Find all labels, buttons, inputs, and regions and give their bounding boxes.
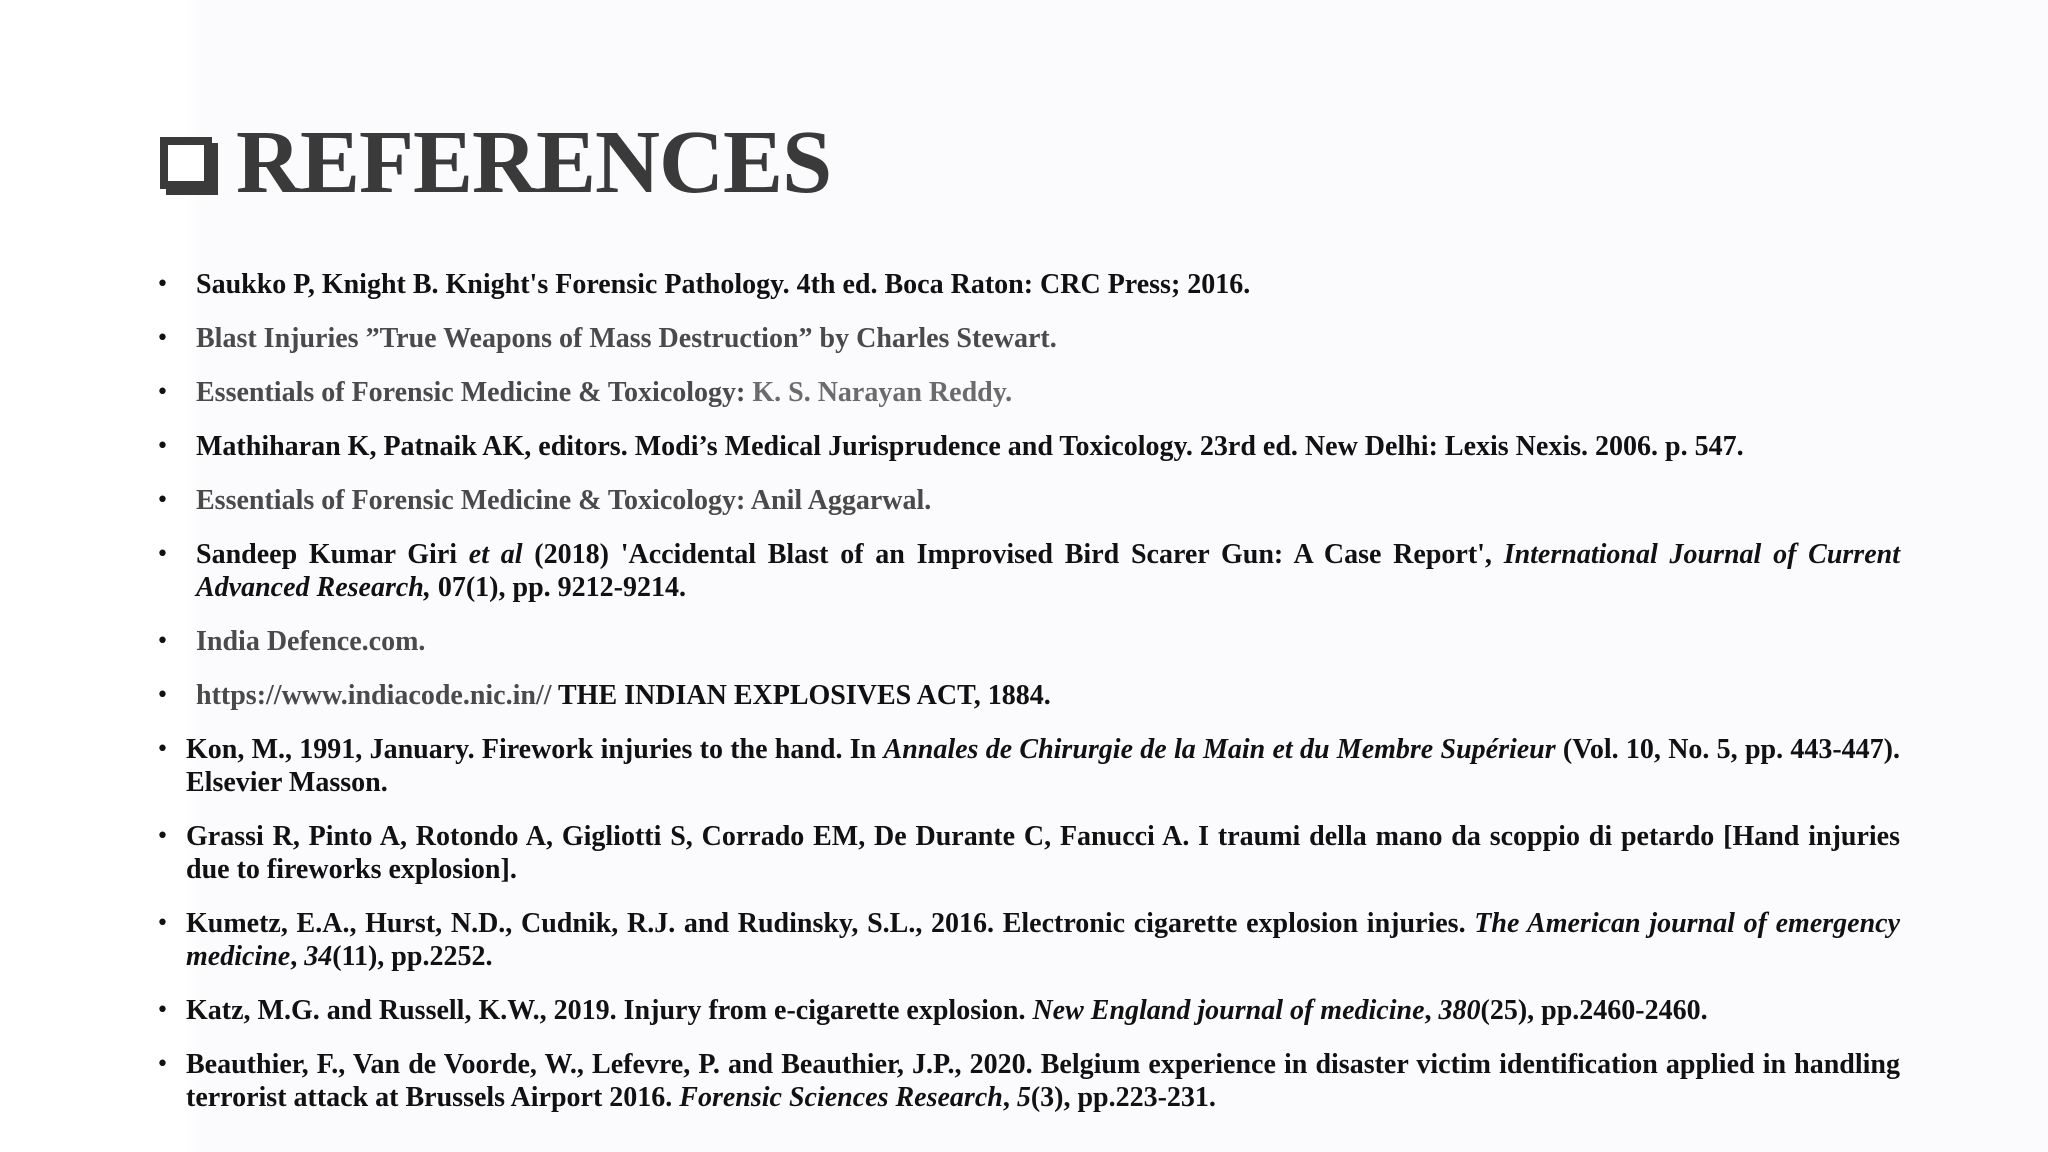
reference-volume: 5	[1016, 1082, 1031, 1113]
reference-item	[150, 430, 1900, 463]
reference-text: ,	[1424, 995, 1439, 1026]
reference-url: https://www.indiacode.nic.in//	[196, 680, 552, 711]
reference-journal: The American journal of emergency medicine	[186, 908, 1901, 972]
reference-item	[150, 820, 1900, 886]
bullet-icon: •	[156, 683, 169, 708]
bullet-icon: •	[156, 824, 169, 849]
bullet-icon: •	[156, 488, 169, 513]
reference-item	[150, 484, 1900, 517]
reference-text: Sandeep Kumar Giri	[196, 539, 469, 570]
reference-author: K. S. Narayan Reddy.	[752, 377, 1013, 408]
reference-item	[150, 376, 1900, 409]
bullet-icon: •	[156, 542, 169, 567]
bullet-icon: •	[156, 272, 169, 297]
reference-item	[150, 268, 1900, 301]
reference-text: Kon, M., 1991, January. Firework injuries to the hand. In	[186, 734, 884, 765]
bullet-icon: •	[156, 737, 169, 762]
reference-text: Beauthier, F., Van de Voorde, W., Lefevre, P. and Beauthier, J.P., 2020. Belgium experience in disaster victim identification applied in handling terrorist attack at Brussels Airport 2016.	[186, 1049, 1900, 1113]
reference-italic: et al	[468, 539, 523, 570]
bullet-icon: •	[156, 434, 169, 459]
reference-text: ,	[290, 941, 305, 972]
reference-volume: 34	[304, 941, 333, 972]
bullet-icon: •	[156, 629, 169, 654]
reference-text: (Vol. 10, No. 5, pp. 443-447). Elsevier Masson.	[186, 734, 1901, 798]
reference-text: Grassi R, Pinto A, Rotondo A, Gigliotti S, Corrado EM, De Durante C, Fanucci A. I traumi della mano da scoppio di petardo [Hand injuries due to fireworks explosion].	[186, 821, 1900, 885]
reference-list	[150, 268, 1900, 1135]
reference-text: (11), pp.2252.	[332, 941, 493, 972]
reference-text: (2018) 'Accidental Blast of an Improvised Bird Scarer Gun: A Case Report',	[522, 539, 1504, 570]
reference-journal: New England journal of medicine	[1032, 995, 1425, 1026]
reference-text: Mathiharan K, Patnaik AK, editors. Modi’s Medical Jurisprudence and Toxicology. 23rd ed. New Delhi: Lexis Nexis. 2006. p. 547.	[196, 431, 1744, 462]
bullet-icon: •	[156, 911, 169, 936]
reference-journal: Forensic Sciences Research	[679, 1082, 1003, 1113]
bullet-icon: •	[156, 380, 169, 405]
reference-text: India Defence.com.	[196, 626, 426, 657]
reference-text: (3), pp.223-231.	[1030, 1082, 1216, 1113]
reference-item	[150, 538, 1900, 604]
reference-journal: Annales de Chirurgie de la Main et du Membre Supérieur	[883, 734, 1556, 765]
reference-journal: International Journal of Current Advanced Research,	[196, 539, 1900, 603]
reference-item	[150, 1048, 1900, 1114]
bullet-icon: •	[156, 1052, 169, 1077]
reference-item	[150, 733, 1900, 799]
reference-text: Essentials of Forensic Medicine & Toxicology: Anil Aggarwal.	[196, 485, 932, 516]
reference-text: Blast Injuries ”True Weapons of Mass Destruction” by Charles Stewart.	[196, 323, 1057, 354]
bullet-icon: •	[156, 326, 169, 351]
reference-text: Saukko P, Knight B. Knight's Forensic Pathology. 4th ed. Boca Raton: CRC Press; 2016.	[196, 269, 1251, 300]
reference-text: Essentials of Forensic Medicine & Toxicology:	[196, 377, 753, 408]
reference-text: Katz, M.G. and Russell, K.W., 2019. Injury from e-cigarette explosion.	[186, 995, 1033, 1026]
reference-item	[150, 322, 1900, 355]
checkbox-bullet-icon	[160, 137, 218, 195]
reference-text: 07(1), pp. 9212-9214.	[430, 572, 686, 603]
bullet-icon: •	[156, 998, 169, 1023]
reference-volume: 380	[1438, 995, 1481, 1026]
page-title: REFERENCES	[236, 113, 832, 212]
reference-text: THE INDIAN EXPLOSIVES ACT, 1884.	[551, 680, 1051, 711]
title-row	[160, 113, 832, 212]
reference-item	[150, 907, 1900, 973]
reference-item	[150, 994, 1900, 1027]
reference-text: Kumetz, E.A., Hurst, N.D., Cudnik, R.J. and Rudinsky, S.L., 2016. Electronic cigarette explosion injuries.	[186, 908, 1475, 939]
reference-item	[150, 679, 1900, 712]
reference-text: (25), pp.2460-2460.	[1480, 995, 1708, 1026]
reference-item	[150, 625, 1900, 658]
reference-text: ,	[1002, 1082, 1017, 1113]
